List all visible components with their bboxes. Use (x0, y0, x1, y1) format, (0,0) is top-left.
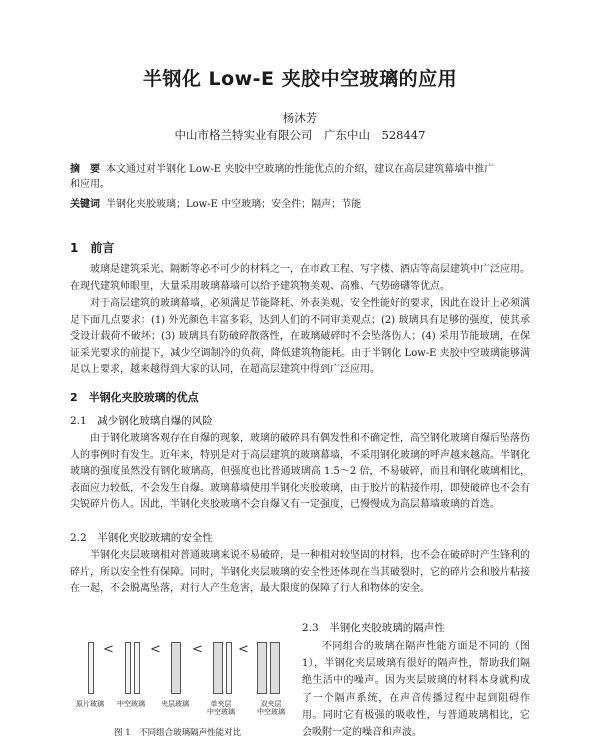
less-than-sign-1: < (103, 642, 114, 657)
figure-label-insulated: 中空玻璃 (117, 700, 145, 708)
section-2-heading: 2 半钢化夹胶玻璃的优点 (70, 391, 199, 404)
insulated-glass-pane-a (125, 642, 131, 694)
author-name: 杨沐芳 (282, 111, 318, 125)
section-2-2-paragraph: 半钢化夹层玻璃相对普通玻璃来说不易破碎，是一种相对较坚固的材料，也不会在破碎时产生锋利的碎片，所以安全性有保障。同时，半钢化夹层玻璃的安全性还体现在当其破裂时，它的碎片会和胶片粘接在一起，不会脱离坠落，对行人产生危害，最大限度的保障了行人和物体的安全。 (70, 550, 530, 594)
section-1-heading: 1 前言 (70, 241, 115, 255)
laminated-glass-diagram (171, 642, 181, 694)
single-laminated-insulated-pane-a (213, 642, 223, 694)
abstract-line-1 (70, 163, 530, 176)
keywords-label: 关键词 (70, 199, 100, 210)
double-laminated-insulated-pane-a (257, 642, 267, 694)
single-pane-glass-diagram (88, 642, 94, 694)
abstract-text-1: 本文通过对半钢化 Low-E 夹胶中空玻璃的性能优点的介绍，建议在高层建筑幕墙中推广 (106, 164, 495, 175)
abstract-label: 摘 要 (70, 164, 100, 175)
figure-label-laminated: 夹层玻璃 (161, 700, 189, 708)
section-1-paragraph-1: 玻璃是建筑采光、隔断等必不可少的材料之一，在市政工程、写字楼、酒店等高层建筑中广泛应用。在现代建筑师眼里，大量采用玻璃幕墙可以给予建筑物美观、高雅、气势磅礴等优点。 (70, 264, 530, 292)
section-2-1-paragraph: 由于钢化玻璃客观存在自爆的现象，玻璃的破碎具有偶发性和不确定性，高空钢化玻璃自爆后坠落伤人的事例时有发生。近年来，特别是对于高层建筑的玻璃幕墙，不采用钢化玻璃的呼声越来越高。半钢化玻璃的强度虽然没有钢化玻璃高，但强度也比普通玻璃高 1.5～2 倍，不易破碎，而且和钢化玻璃相比，表面应力较低，不会发生自爆。玻璃幕墙使用半钢化夹胶玻璃，由于胶片的粘接作用，即使破碎也不会有尖锐碎片伤人。因此，半钢化夹胶玻璃不会自爆又有一定强度，已慢慢成为高层幕墙玻璃的首选。 (70, 433, 530, 510)
section-2-2-heading: 2.2 半钢化夹胶玻璃的安全性 (70, 532, 213, 544)
section-1-paragraph-2: 对于高层建筑的玻璃幕墙，必须满足节能降耗、外表美观、安全性能好的要求，因此在设计上必须满足下面几点要求：(1) 外光颜色丰富多彩，达到人们的不同审美观点；(2) 玻璃具有足够的强度，使其承受设计载荷不破坏；(3) 玻璃具有防破碎散落性，在玻璃破碎时不会坠落伤人；(4) 采用节能玻璃，在保证采光要求的前提下，减少空调制冷的负荷，降低建筑物能耗。由于半钢化 Low-E 夹胶中空玻璃能够满足以上要求，越来越得到大家的认同，在超高层建筑中得到广泛应用。 (70, 298, 530, 375)
paper-title: 半钢化 Low-E 夹胶中空玻璃的应用 (142, 68, 458, 90)
keywords-text: 半钢化夹胶玻璃；Low-E 中空玻璃；安全件；隔声；节能 (106, 199, 362, 210)
figure-label-single-laminated-insulated: 单夹层 中空玻璃 (207, 700, 235, 716)
section-2-3-paragraph: 不同组合的玻璃在隔声性能方面是不同的（图 1），半钢化夹层玻璃有很好的隔声性，帮助我们隔绝生活中的噪声。因为夹层玻璃的材料本身就构成了一个隔声系统，在声音传播过程中起到阻碍作用。同时它有极强的吸收性，与普通玻璃相比，它会吸附一定的噪音和声波。 (302, 641, 530, 739)
less-than-sign-2: < (150, 642, 161, 657)
double-laminated-insulated-pane-b (270, 642, 280, 694)
figure-label-single: 原片玻璃 (76, 700, 104, 708)
section-2-3-heading: 2.3 半钢化夹胶玻璃的隔声性 (302, 622, 445, 634)
abstract-line-2: 和应用。 (70, 179, 110, 190)
author-affiliation: 中山市格兰特实业有限公司 广东中山 528447 (174, 128, 426, 142)
keywords-line (70, 198, 530, 211)
figure-1-caption: 图 1 不同组合玻璃隔声性能对比 (114, 728, 242, 738)
less-than-sign-3: < (192, 642, 203, 657)
section-2-1-heading: 2.1 减少钢化玻璃自爆的风险 (70, 415, 213, 427)
figure-1 (70, 636, 292, 738)
less-than-sign-4: < (238, 642, 249, 657)
figure-label-double-laminated-insulated: 双夹层 中空玻璃 (257, 700, 285, 716)
insulated-glass-pane-b (134, 642, 140, 694)
single-laminated-insulated-pane-b (226, 642, 232, 694)
